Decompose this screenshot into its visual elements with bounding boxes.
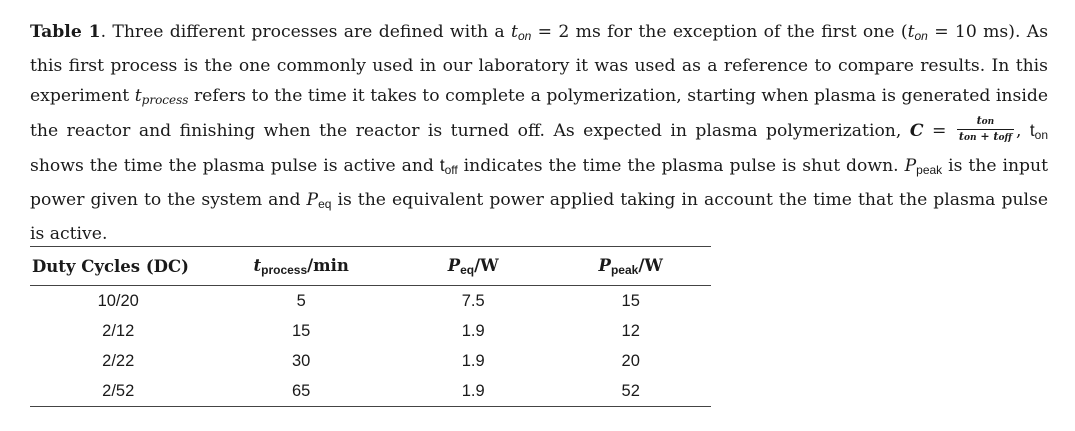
duty-cycle-fraction: $\frac{\text{ton}}{\text{ton + toff}}$ xyxy=(958,114,1012,143)
cell-dc: 10/20 xyxy=(97,291,139,310)
cell-ppeak: 52 xyxy=(621,381,640,400)
t-on-plain: $t_{on}$ xyxy=(1029,120,1049,142)
caption-text-3: refers to the time it takes to complete a polymerization, starting when plasma is generated inside the reactor and finishing when the reactor is turned off. As expected in plasma polymerization, xyxy=(30,86,1048,141)
cell-peq: 7.5 xyxy=(461,291,485,310)
cell-dc: 2/12 xyxy=(102,321,135,340)
caption-text-1: . Three different processes are defined with a xyxy=(100,22,512,42)
cell-tprocess: 15 xyxy=(292,321,311,340)
t-on-symbol: $t_{on}$ xyxy=(511,22,532,43)
header-ppeak: Ppeak/W xyxy=(598,255,663,277)
table-row xyxy=(30,346,711,376)
cell-ppeak: 15 xyxy=(621,291,640,310)
table-row xyxy=(30,286,711,317)
cell-ppeak: 20 xyxy=(621,351,640,370)
header-tprocess: tprocess/min xyxy=(253,255,349,277)
caption-text-4: shows the time the plasma pulse is active and xyxy=(30,156,440,176)
cell-peq: 1.9 xyxy=(461,321,485,340)
cell-tprocess: 65 xyxy=(292,381,311,400)
header-duty-cycles: Duty Cycles (DC) xyxy=(32,256,189,276)
caption-eq-10ms: = 10 ms). xyxy=(927,22,1021,42)
t-process-symbol: $t_{process}$ xyxy=(134,86,189,107)
t-on-symbol-2: $t_{on}$ xyxy=(907,22,928,43)
duty-cycle-table xyxy=(30,246,711,407)
caption-label: Table 1 xyxy=(30,22,101,42)
caption-text-5: indicates the time the plasma pulse is shut down. xyxy=(457,156,905,176)
cell-dc: 2/52 xyxy=(102,381,135,400)
table-row xyxy=(30,376,711,407)
p-peak-symbol: $P_{peak}$ xyxy=(904,156,943,177)
cell-ppeak: 12 xyxy=(621,321,640,340)
cell-peq: 1.9 xyxy=(461,351,485,370)
c-symbol: C xyxy=(909,121,924,141)
caption-text-7: is the equivalent power applied taking in account the time that the plasma pulse is active. xyxy=(30,190,1049,244)
caption-text-6: is the input power given to the system and xyxy=(30,156,1049,210)
cell-peq: 1.9 xyxy=(461,381,485,400)
table-caption: Table 1. Three different processes are defined with a $t_{on} = 2$ ms for the exception of the first one ($t_{on} = 10$ ms). As this first process is the one commonly used in our laboratory it was used as a reference to compare results. In this experiment $t_{process}$ refers to the time it takes to complete a polymerization, starting when plasma is generated inside the reactor and finishing when the reactor is turned off. As expected in plasma polymerization, C = $\frac{\text{ton}}{\text{ton + toff}}$ , $t_{on}$ shows the time the plasma pulse is active and $t_{off}$ indicates the time the plasma pulse is shut down. $P_{peak}$ is the input power given to the system and $P_{eq}$ is the equivalent power applied taking in account the time that the plasma pulse is active. xyxy=(30,22,1049,244)
p-eq-symbol: $P_{eq}$ xyxy=(306,190,332,211)
table-header-row xyxy=(30,247,711,286)
caption-equals: = xyxy=(923,121,955,141)
cell-dc: 2/22 xyxy=(102,351,135,370)
header-peq: Peq/W xyxy=(447,255,499,277)
caption-eq-2ms: = 2 ms for the exception of the first one ( xyxy=(531,22,908,42)
cell-tprocess: 30 xyxy=(292,351,311,370)
caption-text-2: As this first process is the one commonly used in our laboratory it was used as a reference to compare results. In this experiment xyxy=(30,22,1049,106)
t-off-plain: $t_{off}$ xyxy=(439,155,458,177)
table-row xyxy=(30,316,711,346)
cell-tprocess: 5 xyxy=(296,291,306,310)
